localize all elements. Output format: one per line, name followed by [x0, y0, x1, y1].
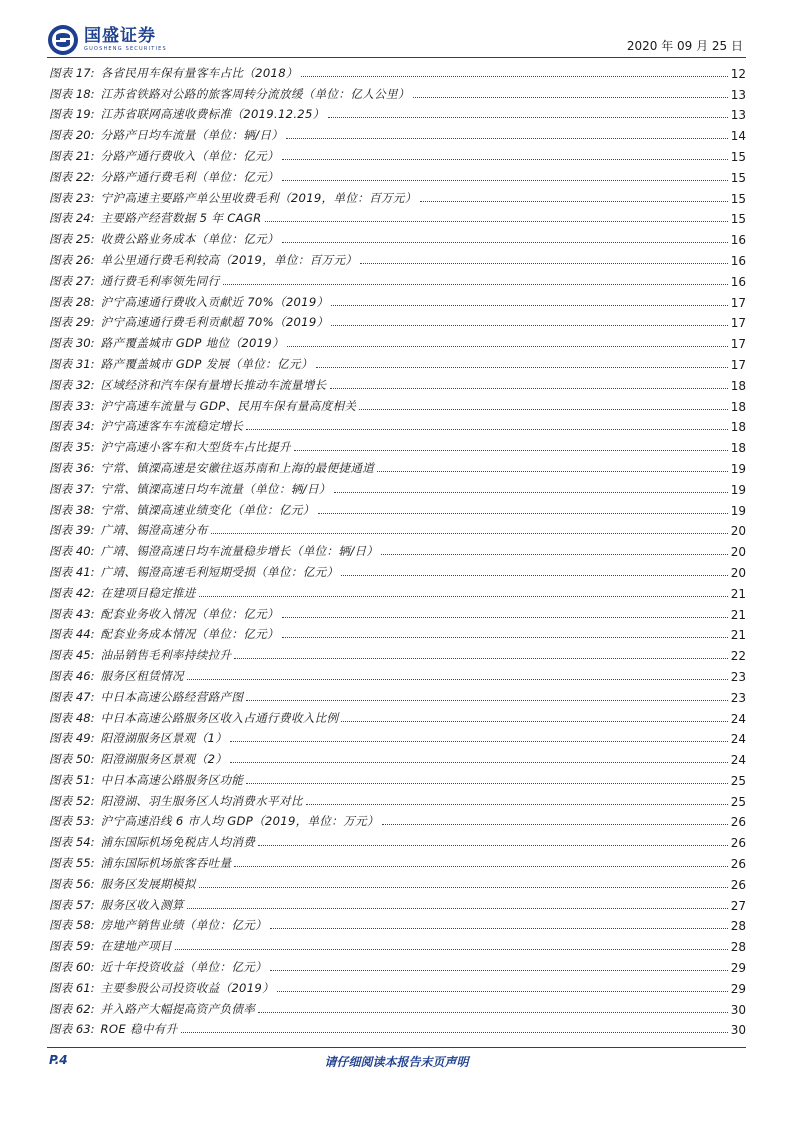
- toc-leader-dots: [199, 887, 728, 888]
- toc-figure-label: 图表 53:: [49, 814, 95, 829]
- toc-entry[interactable]: [49, 81, 746, 102]
- toc-page-number: 27: [730, 898, 746, 913]
- toc-figure-label: 图表 17:: [49, 65, 95, 80]
- toc-figure-title: 服务区发展期模拟: [100, 876, 196, 891]
- toc-figure-title: 路产覆盖城市 GDP 发展（单位：亿元）: [100, 356, 313, 371]
- toc-page-number: 25: [730, 773, 746, 788]
- toc-page-number: 21: [730, 586, 746, 601]
- toc-leader-dots: [334, 492, 728, 493]
- toc-leader-dots: [341, 721, 727, 722]
- toc-entry[interactable]: [49, 102, 746, 123]
- toc-entry[interactable]: [49, 850, 746, 871]
- toc-page-number: 30: [730, 1002, 746, 1017]
- toc-entry[interactable]: [49, 476, 746, 497]
- toc-leader-dots: [211, 533, 728, 534]
- toc-figure-label: 图表 23:: [49, 190, 95, 205]
- toc-leader-dots: [360, 263, 727, 264]
- toc-figure-label: 图表 41:: [49, 564, 95, 579]
- toc-figure-title: 服务区收入测算: [100, 897, 184, 912]
- toc-figure-title: 宁沪高速主要路产单公里收费毛利（2019，单位：百万元）: [100, 190, 417, 205]
- toc-figure-title: 单公里通行费毛利较高（2019，单位：百万元）: [100, 252, 358, 267]
- toc-page-number: 20: [730, 545, 746, 560]
- toc-figure-label: 图表 46:: [49, 668, 95, 683]
- toc-figure-label: 图表 31:: [49, 356, 95, 371]
- toc-figure-title: 主要路产经营数据 5 年 CAGR: [100, 211, 262, 226]
- toc-entry[interactable]: [49, 975, 746, 996]
- toc-leader-dots: [294, 450, 728, 451]
- toc-page-number: 26: [730, 815, 746, 830]
- toc-entry[interactable]: [49, 372, 746, 393]
- toc-leader-dots: [359, 409, 727, 410]
- toc-figure-label: 图表 21:: [49, 148, 95, 163]
- toc-page-number: 18: [730, 378, 746, 393]
- toc-figure-title: 宁常、镇溧高速业绩变化（单位：亿元）: [100, 502, 315, 517]
- toc-figure-label: 图表 18:: [49, 86, 95, 101]
- toc-figure-label: 图表 37:: [49, 481, 95, 496]
- toc-page-number: 26: [730, 857, 746, 872]
- toc-figure-label: 图表 25:: [49, 232, 95, 247]
- footer-divider: [47, 1047, 746, 1048]
- toc-figure-title: 收费公路业务成本（单位：亿元）: [100, 232, 279, 247]
- toc-entry[interactable]: [49, 497, 746, 518]
- toc-figure-label: 图表 44:: [49, 627, 95, 642]
- toc-entry[interactable]: [49, 393, 746, 414]
- toc-entry[interactable]: [49, 518, 746, 539]
- toc-entry[interactable]: [49, 601, 746, 622]
- toc-entry[interactable]: [49, 310, 746, 331]
- toc-page-number: 19: [730, 482, 746, 497]
- toc-page-number: 15: [730, 149, 746, 164]
- toc-entry[interactable]: [49, 351, 746, 372]
- toc-page-number: 16: [730, 233, 746, 248]
- toc-page-number: 18: [730, 441, 746, 456]
- toc-page-number: 18: [730, 420, 746, 435]
- toc-leader-dots: [258, 1012, 728, 1013]
- toc-entry[interactable]: [49, 559, 746, 580]
- toc-figure-label: 图表 36:: [49, 460, 95, 475]
- toc-leader-dots: [199, 596, 728, 597]
- toc-figure-label: 图表 47:: [49, 689, 95, 704]
- toc-page-number: 15: [730, 191, 746, 206]
- toc-figure-label: 图表 57:: [49, 897, 95, 912]
- toc-leader-dots: [234, 658, 727, 659]
- toc-leader-dots: [246, 429, 727, 430]
- toc-figure-title: 在建项目稳定推进: [100, 585, 196, 600]
- toc-leader-dots: [318, 513, 728, 514]
- toc-leader-dots: [282, 180, 728, 181]
- toc-figure-label: 图表 19:: [49, 107, 95, 122]
- toc-entry[interactable]: [49, 809, 746, 830]
- toc-figure-title: 沪宁高速沿线 6 市人均 GDP（2019，单位：万元）: [100, 814, 379, 829]
- toc-figure-title: 区域经济和汽车保有量增长推动车流量增长: [100, 377, 327, 392]
- toc-leader-dots: [181, 1032, 728, 1033]
- toc-leader-dots: [246, 783, 727, 784]
- toc-page-number: 26: [730, 877, 746, 892]
- toc-figure-title: 浦东国际机场免税店人均消费: [100, 835, 256, 850]
- toc-figure-label: 图表 56:: [49, 876, 95, 891]
- toc-entry[interactable]: [49, 289, 746, 310]
- toc-entry[interactable]: [49, 455, 746, 476]
- toc-entry[interactable]: [49, 954, 746, 975]
- page-number: P.4: [49, 1053, 68, 1067]
- toc-entry[interactable]: [49, 663, 746, 684]
- toc-page-number: 15: [730, 170, 746, 185]
- toc-entry[interactable]: [49, 164, 746, 185]
- toc-figure-label: 图表 45:: [49, 648, 95, 663]
- toc-figure-title: 沪宁高速通行费毛利贡献超 70%（2019）: [100, 315, 329, 330]
- toc-page-number: 17: [730, 357, 746, 372]
- toc-figure-label: 图表 30:: [49, 336, 95, 351]
- toc-page-number: 23: [730, 669, 746, 684]
- toc-entry[interactable]: [49, 871, 746, 892]
- toc-page-number: 22: [730, 649, 746, 664]
- toc-figure-label: 图表 27:: [49, 273, 95, 288]
- toc-entry[interactable]: [49, 143, 746, 164]
- toc-entry[interactable]: [49, 206, 746, 227]
- toc-figure-label: 图表 33:: [49, 398, 95, 413]
- toc-figure-label: 图表 40:: [49, 544, 95, 559]
- toc-entry[interactable]: [49, 580, 746, 601]
- toc-page-number: 21: [730, 628, 746, 643]
- toc-leader-dots: [230, 762, 728, 763]
- toc-figure-title: 油品销售毛利率持续拉升: [100, 648, 232, 663]
- toc-figure-title: 宁常、镇溧高速日均车流量（单位：辆/日）: [100, 481, 331, 496]
- toc-leader-dots: [282, 159, 728, 160]
- toc-entry[interactable]: [49, 247, 746, 268]
- toc-figure-title: 分路产通行费毛利（单位：亿元）: [100, 169, 279, 184]
- toc-leader-dots: [341, 575, 727, 576]
- toc-entry[interactable]: [49, 684, 746, 705]
- toc-figure-title: 沪宁高速小客车和大型货车占比提升: [100, 440, 291, 455]
- toc-page-number: 24: [730, 753, 746, 768]
- toc-figure-title: 广靖、锡澄高速日均车流量稳步增长（单位：辆/日）: [100, 544, 379, 559]
- toc-leader-dots: [270, 928, 728, 929]
- toc-leader-dots: [328, 117, 728, 118]
- toc-figure-title: 广靖、锡澄高速毛利短期受损（单位：亿元）: [100, 564, 339, 579]
- toc-leader-dots: [277, 991, 728, 992]
- toc-entry[interactable]: [49, 122, 746, 143]
- toc-figure-label: 图表 26:: [49, 252, 95, 267]
- toc-figure-title: 中日本高速公路经营路产图: [100, 689, 244, 704]
- toc-leader-dots: [377, 471, 728, 472]
- toc-entry[interactable]: [49, 622, 746, 643]
- toc-page-number: 29: [730, 981, 746, 996]
- toc-entry[interactable]: [49, 726, 746, 747]
- toc-entry[interactable]: [49, 268, 746, 289]
- company-logo: [47, 24, 167, 56]
- toc-leader-dots: [330, 388, 728, 389]
- toc-figure-title: ROE 稳中有升: [100, 1022, 178, 1037]
- toc-figure-title: 并入路产大幅提高资产负债率: [100, 1001, 256, 1016]
- toc-figure-title: 路产覆盖城市 GDP 地位（2019）: [100, 336, 284, 351]
- toc-leader-dots: [287, 346, 728, 347]
- toc-entry[interactable]: [49, 226, 746, 247]
- toc-entry[interactable]: [49, 933, 746, 954]
- toc-leader-dots: [420, 201, 728, 202]
- toc-entry[interactable]: [49, 892, 746, 913]
- toc-entry[interactable]: [49, 913, 746, 934]
- toc-page-number: 17: [730, 295, 746, 310]
- toc-entry[interactable]: [49, 434, 746, 455]
- toc-figure-label: 图表 55:: [49, 856, 95, 871]
- toc-figure-title: 宁常、镇溧高速是安徽往返苏南和上海的最便捷通道: [100, 460, 375, 475]
- toc-page-number: 19: [730, 503, 746, 518]
- toc-figure-label: 图表 43:: [49, 606, 95, 621]
- toc-leader-dots: [306, 804, 728, 805]
- toc-figure-label: 图表 38:: [49, 502, 95, 517]
- disclaimer-note: 请仔细阅读本报告末页声明: [324, 1055, 469, 1069]
- toc-figure-label: 图表 49:: [49, 731, 95, 746]
- toc-page-number: 24: [730, 711, 746, 726]
- toc-page-number: 28: [730, 940, 746, 955]
- toc-figure-title: 江苏省联网高速收费标准（2019.12.25）: [100, 107, 325, 122]
- toc-figure-title: 近十年投资收益（单位：亿元）: [100, 960, 268, 975]
- toc-figure-label: 图表 22:: [49, 169, 95, 184]
- toc-page-number: 16: [730, 274, 746, 289]
- toc-figure-label: 图表 52:: [49, 793, 95, 808]
- toc-figure-title: 阳澄湖、羽生服务区人均消费水平对比: [100, 793, 303, 808]
- toc-page-number: 20: [730, 524, 746, 539]
- toc-leader-dots: [246, 700, 727, 701]
- toc-figure-title: 浦东国际机场旅客吞吐量: [100, 856, 232, 871]
- toc-figure-label: 图表 29:: [49, 315, 95, 330]
- page-header: [0, 0, 793, 60]
- toc-figure-label: 图表 58:: [49, 918, 95, 933]
- toc-leader-dots: [282, 637, 728, 638]
- toc-page-number: 13: [730, 87, 746, 102]
- toc-figure-title: 服务区租赁情况: [100, 668, 184, 683]
- toc-figure-title: 配套业务成本情况（单位：亿元）: [100, 627, 279, 642]
- toc-entry[interactable]: [49, 60, 746, 81]
- toc-page-number: 29: [730, 961, 746, 976]
- toc-figure-label: 图表 60:: [49, 960, 95, 975]
- toc-leader-dots: [282, 617, 728, 618]
- toc-leader-dots: [381, 554, 727, 555]
- toc-page-number: 30: [730, 1023, 746, 1038]
- toc-page-number: 20: [730, 565, 746, 580]
- toc-entry[interactable]: [49, 642, 746, 663]
- toc-figure-label: 图表 35:: [49, 440, 95, 455]
- toc-leader-dots: [258, 845, 728, 846]
- toc-figure-label: 图表 59:: [49, 939, 95, 954]
- report-date: 2020 年 09 月 25 日: [626, 39, 743, 53]
- logo-english-name: GUOSHENG SECURITIES: [84, 46, 167, 52]
- toc-leader-dots: [331, 305, 727, 306]
- toc-page-number: 23: [730, 690, 746, 705]
- toc-page-number: 12: [730, 66, 746, 81]
- toc-entry[interactable]: [49, 330, 746, 351]
- toc-page-number: 17: [730, 316, 746, 331]
- toc-leader-dots: [282, 242, 728, 243]
- toc-leader-dots: [187, 908, 728, 909]
- toc-entry[interactable]: [49, 705, 746, 726]
- toc-figure-title: 分路产日均车流量（单位：辆/日）: [100, 128, 284, 143]
- toc-leader-dots: [265, 221, 728, 222]
- toc-page-number: 14: [730, 129, 746, 144]
- toc-page-number: 26: [730, 836, 746, 851]
- toc-leader-dots: [413, 97, 728, 98]
- toc-figure-title: 配套业务收入情况（单位：亿元）: [100, 606, 279, 621]
- toc-figure-label: 图表 63:: [49, 1022, 95, 1037]
- toc-figure-title: 主要参股公司投资收益（2019）: [100, 980, 274, 995]
- toc-figure-label: 图表 28:: [49, 294, 95, 309]
- toc-figure-label: 图表 51:: [49, 772, 95, 787]
- toc-page-number: 21: [730, 607, 746, 622]
- guosheng-logo-icon: [47, 24, 79, 56]
- logo-chinese-name: 国盛证券: [84, 26, 156, 46]
- toc-entry[interactable]: [49, 414, 746, 435]
- toc-entry[interactable]: [49, 185, 746, 206]
- toc-figure-title: 分路产通行费收入（单位：亿元）: [100, 148, 279, 163]
- toc-figure-title: 在建地产项目: [100, 939, 172, 954]
- toc-entry[interactable]: [49, 996, 746, 1017]
- toc-figure-label: 图表 42:: [49, 585, 95, 600]
- toc-entry[interactable]: [49, 746, 746, 767]
- figure-index-list: [49, 60, 746, 1037]
- toc-leader-dots: [382, 824, 728, 825]
- toc-figure-title: 阳澄湖服务区景观（1）: [100, 731, 228, 746]
- toc-entry[interactable]: [49, 767, 746, 788]
- toc-entry[interactable]: [49, 829, 746, 850]
- toc-entry[interactable]: [49, 1017, 746, 1038]
- toc-page-number: 19: [730, 461, 746, 476]
- toc-figure-title: 中日本高速公路服务区功能: [100, 772, 244, 787]
- toc-figure-title: 通行费毛利率领先同行: [100, 273, 220, 288]
- toc-figure-title: 房地产销售业绩（单位：亿元）: [100, 918, 268, 933]
- toc-leader-dots: [286, 138, 728, 139]
- toc-figure-title: 沪宁高速通行费收入贡献近 70%（2019）: [100, 294, 329, 309]
- toc-figure-title: 中日本高速公路服务区收入占通行费收入比例: [100, 710, 339, 725]
- toc-figure-title: 沪宁高速车流量与 GDP、民用车保有量高度相关: [100, 398, 357, 413]
- toc-leader-dots: [223, 284, 728, 285]
- toc-entry[interactable]: [49, 538, 746, 559]
- toc-figure-label: 图表 24:: [49, 211, 95, 226]
- toc-page-number: 25: [730, 794, 746, 809]
- toc-leader-dots: [270, 970, 728, 971]
- toc-figure-label: 图表 39:: [49, 523, 95, 538]
- toc-page-number: 13: [730, 108, 746, 123]
- toc-figure-label: 图表 62:: [49, 1001, 95, 1016]
- toc-figure-label: 图表 48:: [49, 710, 95, 725]
- toc-figure-title: 广靖、锡澄高速分布: [100, 523, 208, 538]
- toc-entry[interactable]: [49, 788, 746, 809]
- toc-leader-dots: [301, 76, 728, 77]
- toc-figure-title: 各省民用车保有量客车占比（2018）: [100, 65, 298, 80]
- toc-figure-label: 图表 34:: [49, 419, 95, 434]
- toc-figure-label: 图表 20:: [49, 128, 95, 143]
- toc-page-number: 18: [730, 399, 746, 414]
- toc-page-number: 15: [730, 212, 746, 227]
- toc-figure-title: 阳澄湖服务区景观（2）: [100, 752, 228, 767]
- toc-leader-dots: [187, 679, 728, 680]
- toc-leader-dots: [175, 949, 728, 950]
- toc-figure-label: 图表 54:: [49, 835, 95, 850]
- toc-leader-dots: [316, 367, 728, 368]
- toc-figure-label: 图表 32:: [49, 377, 95, 392]
- toc-figure-label: 图表 50:: [49, 752, 95, 767]
- header-divider: [47, 57, 746, 58]
- toc-leader-dots: [331, 325, 727, 326]
- toc-figure-title: 沪宁高速客车车流稳定增长: [100, 419, 244, 434]
- toc-page-number: 17: [730, 337, 746, 352]
- toc-leader-dots: [234, 866, 727, 867]
- toc-figure-title: 江苏省铁路对公路的旅客周转分流放缓（单位：亿人公里）: [100, 86, 410, 101]
- toc-figure-label: 图表 61:: [49, 980, 95, 995]
- toc-page-number: 28: [730, 919, 746, 934]
- toc-page-number: 24: [730, 732, 746, 747]
- toc-page-number: 16: [730, 253, 746, 268]
- toc-leader-dots: [230, 741, 728, 742]
